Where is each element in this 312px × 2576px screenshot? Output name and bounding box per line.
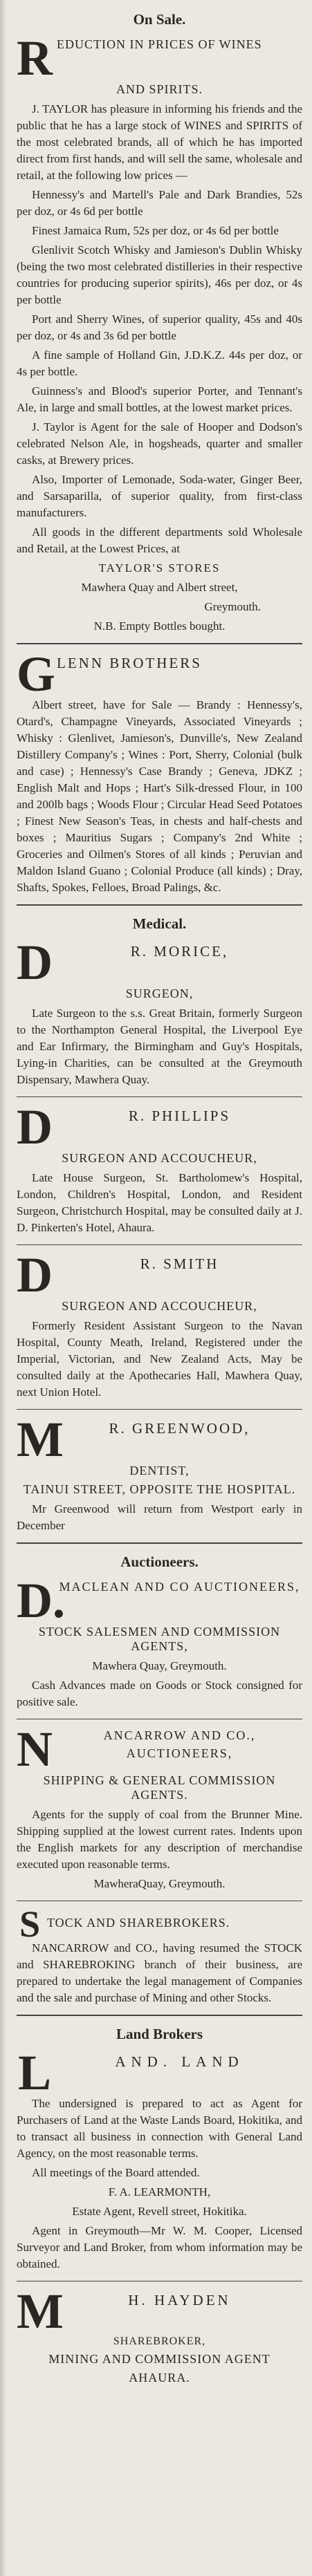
- stock-sharebrokers-advertisement: [17, 1903, 302, 2006]
- phillips-heading-block: [17, 1099, 302, 1155]
- phillips-heading-text: [57, 1104, 302, 1130]
- ad-heading: H. HAYDEN: [128, 2292, 231, 2308]
- drop-cap: M: [17, 1412, 64, 1467]
- land-heading-text: [57, 2050, 302, 2076]
- ad-paragraph: All meetings of the Board attended.: [32, 2166, 200, 2179]
- section-title-medical: Medical.: [132, 915, 187, 932]
- ad-subheading: AND SPIRITS.: [116, 82, 203, 96]
- divider: [17, 1096, 302, 1097]
- drop-cap: D: [17, 1247, 53, 1303]
- ad-subheading: STOCK SALESMEN AND COMMISSION AGENTS,: [38, 1625, 281, 1653]
- section-title-land-brokers: Land Brokers: [116, 2026, 203, 2042]
- ad-paragraph: Formerly Resident Assistant Surgeon to the Navan Hospital, County Meath, Ireland, Registered under the Imperial, Victorian, and New Zealand Acts, May be consulted daily at the Apothecaries Hall, Mawhera Quay, next Union Hotel.: [17, 1319, 302, 1399]
- ad-heading: R. PHILLIPS: [128, 1108, 231, 1124]
- ad-paragraph: The undersigned is prepared to act as Agent for Purchasers of Land at the Waste Lands Board, Hokitika, and to transact all business in connection with General Land Agency, on the most reasonable terms.: [17, 2097, 302, 2160]
- ad-paragraph: Agents for the supply of coal from the Brunner Mine. Shipping supplied at the lowest current rates. Indents upon the English markets for any description of merchandise executed upon reasonable terms.: [17, 1808, 302, 1871]
- price-item: Finest Jamaica Rum, 52s per doz, or 4s 6d per bottle: [32, 224, 279, 237]
- morice-advertisement: [17, 935, 302, 1088]
- taylor-heading-block: [17, 30, 302, 86]
- ad-paragraph: Also, Importer of Lemonade, Soda-water, Ginger Beer, and Sarsaparilla, of superior quality, from first-class manufacturers.: [17, 473, 302, 519]
- ad-subheading: SURGEON AND ACCOUCHEUR,: [62, 1299, 257, 1313]
- ad-paragraph: Late House Surgeon, St. Bartholomew's Hospital, London, Children's Hospital, London, and Resident Surgeon, Christchurch Hospital, may be consulted daily at J. D. Pinkerten's Hotel, Ahaura.: [17, 1171, 302, 1234]
- price-item: Hennessy's and Martell's Pale and Dark Brandies, 52s per doz, or 4s 6d per bottle: [17, 188, 302, 218]
- ad-heading: LENN BROTHERS: [57, 655, 202, 671]
- glenn-brothers-advertisement: [17, 646, 302, 896]
- taylor-heading-text: [57, 35, 302, 56]
- ad-heading: R. SMITH: [140, 1256, 219, 1272]
- morice-heading-block: [17, 935, 302, 990]
- ad-paragraph: Cash Advances made on Goods or Stock consigned for positive sale.: [17, 1679, 302, 1708]
- stores-town: Greymouth.: [204, 600, 261, 613]
- ad-subheading: MINING AND COMMISSION AGENT: [48, 2352, 270, 2366]
- land-advertisement: [17, 2045, 302, 2272]
- advertiser-name: F. A. LEARMONTH,: [108, 2185, 211, 2199]
- ad-heading: R. GREENWOOD,: [109, 1420, 250, 1437]
- ad-heading: ANCARROW AND CO., AUCTIONEERS,: [103, 1728, 256, 1760]
- price-item: Port and Sherry Wines, of superior quality, 45s and 40s per doz, or 4s and 3s 6d per bottle: [17, 312, 302, 342]
- ad-address: AHAURA.: [129, 2371, 190, 2384]
- stores-name: TAYLOR'S STORES: [98, 561, 221, 575]
- ad-paragraph: J. Taylor is Agent for the sale of Hooper and Dodson's celebrated Nelson Ale, in hogsheads, quarter and smaller casks, at Brewery prices.: [17, 420, 302, 467]
- drop-cap: N: [17, 1721, 53, 1777]
- glenn-heading-block: [17, 646, 302, 702]
- ad-subheading: SHIPPING & GENERAL COMMISSION AGENTS.: [43, 1773, 276, 1802]
- ad-paragraph: J. TAYLOR has pleasure in informing his friends and the public that he has a large stock of WINES and SPIRITS of the most celebrated brands, all of which he has imported direct from first hands, and will sell the same, wholesale and retail, at the following low prices —: [17, 102, 302, 182]
- hayden-advertisement: [17, 2284, 302, 2385]
- ad-heading: EDUCTION IN PRICES OF WINES: [57, 37, 262, 51]
- phillips-advertisement: [17, 1099, 302, 1236]
- ad-paragraph: NANCARROW and CO., having resumed the STOCK and SHAREBROKING branch of their business, are prepared to undertake the legal management of Companies and the sale and purchase of Mining and other Stocks.: [17, 1941, 302, 2004]
- nancarrow-heading-text: [57, 1726, 302, 1765]
- maclean-advertisement: [17, 1573, 302, 1710]
- price-item: Guinness's and Blood's superior Porter, and Tennant's Ale, in large and small bottles, at the lowest market prices.: [17, 384, 302, 414]
- drop-cap: D: [17, 1099, 53, 1155]
- section-title-on-sale: On Sale.: [133, 11, 186, 28]
- divider: [17, 1542, 302, 1544]
- ad-subheading: TAINUI STREET, OPPOSITE THE HOSPITAL.: [23, 1482, 296, 1496]
- maclean-heading-text: [57, 1578, 302, 1598]
- nb-note: N.B. Empty Bottles bought.: [93, 619, 226, 633]
- ad-subheading: SURGEON,: [125, 987, 194, 1000]
- maclean-heading-block: [17, 1573, 302, 1628]
- hayden-heading-block: [17, 2284, 302, 2339]
- divider: [17, 2015, 302, 2016]
- drop-cap: M: [17, 2284, 64, 2339]
- drop-cap: L: [17, 2045, 52, 2100]
- greenwood-advertisement: [17, 1412, 302, 1534]
- divider: [17, 1244, 302, 1245]
- drop-cap: D.: [17, 1573, 65, 1628]
- drop-cap: D: [17, 935, 53, 990]
- ad-heading: AND. LAND: [115, 2053, 244, 2070]
- section-title-auctioneers: Auctioneers.: [120, 1553, 199, 1570]
- stock-heading-text: [47, 1908, 302, 1940]
- ad-address: Mawhera Quay, Greymouth.: [92, 1659, 227, 1672]
- ad-paragraph: Albert street, have for Sale — Brandy : Hennessy's, Otard's, Champagne Vineyards, Associated Vineyards ; Whisky : Glenlivet, Jamieson's, Dunville's, New Zealand Distillery Company's ; Wines : Port, Sherry, Colonial (bulk and case) ; Hennessy's Case Brandy ; Geneva, JDKZ ; English Malt and Hops ; Hart's Silk-dressed Flour, in 100 and 200lb bags ; Woods Flour ; Circular Head Seed Potatoes ; Finest New Season's Teas, in chests and half-chests and boxes ; Mauritius Sugars ; Company's 2nd White ; Groceries and Oilmen's Stores of all kinds ; Peruvian and Maldon Island Guano ; Colonial Produce (all kinds) ; Dray, Shafts, Spokes, Felloes, Broad Palings, &c.: [17, 698, 302, 894]
- nancarrow-advertisement: [17, 1721, 302, 1892]
- ad-subheading: SURGEON AND ACCOUCHEUR,: [62, 1151, 257, 1165]
- ad-heading: MACLEAN AND CO AUCTIONEERS,: [59, 1580, 300, 1594]
- price-item: A fine sample of Holland Gin, J.D.K.Z. 44s per doz, or 4s per bottle.: [17, 348, 302, 378]
- divider: [17, 904, 302, 906]
- ad-address: MawheraQuay, Greymouth.: [93, 1877, 226, 1890]
- ad-heading: TOCK AND SHAREBROKERS.: [47, 1916, 230, 1930]
- nancarrow-heading-block: [17, 1721, 302, 1777]
- ad-heading: R. MORICE,: [130, 943, 229, 960]
- drop-cap: R: [17, 30, 53, 86]
- greenwood-heading-block: [17, 1412, 302, 1467]
- greenwood-heading-text: [57, 1417, 302, 1443]
- smith-heading-block: [17, 1247, 302, 1303]
- drop-cap: G: [17, 646, 56, 702]
- taylor-advertisement: [17, 30, 302, 635]
- stock-heading-block: [17, 1903, 302, 1945]
- ad-paragraph: Late Surgeon to the s.s. Great Britain, formerly Surgeon to the Northampton General Hospital, the Liverpool Eye and Ear Infirmary, the Birmingham and Guy's Hospitals, Lying-in Charities, can be consulted at the Greymouth Dispensary, Mawhera Quay.: [17, 1007, 302, 1086]
- drop-cap: S: [19, 1903, 41, 1945]
- hayden-heading-text: [57, 2288, 302, 2315]
- stores-address: Mawhera Quay and Albert street,: [81, 581, 238, 594]
- ad-address: Estate Agent, Revell street, Hokitika.: [72, 2205, 247, 2218]
- smith-advertisement: [17, 1247, 302, 1401]
- divider: [17, 643, 302, 644]
- morice-heading-text: [57, 940, 302, 966]
- land-heading-block: [17, 2045, 302, 2100]
- glenn-heading-text: [57, 651, 302, 678]
- ad-paragraph: Agent in Greymouth—Mr W. M. Cooper, Licensed Surveyor and Land Broker, from whom information may be obtained.: [17, 2224, 302, 2270]
- ad-subheading: DENTIST,: [129, 1464, 190, 1477]
- smith-heading-text: [57, 1252, 302, 1278]
- divider: [17, 1409, 302, 1410]
- ad-paragraph: Mr Greenwood will return from Westport early in December: [17, 1502, 302, 1532]
- price-item: Glenlivit Scotch Whisky and Jamieson's Dublin Whisky (being the two most celebrated distilleries in their respective countries for producing superior spirits), 46s per doz, or 4s per bottle: [17, 243, 302, 306]
- ad-subheading: SHAREBROKER,: [113, 2335, 206, 2347]
- ad-paragraph: All goods in the different departments sold Wholesale and Retail, at the Lowest Prices, at: [17, 525, 302, 555]
- page-gutter-shadow: [0, 0, 6, 2576]
